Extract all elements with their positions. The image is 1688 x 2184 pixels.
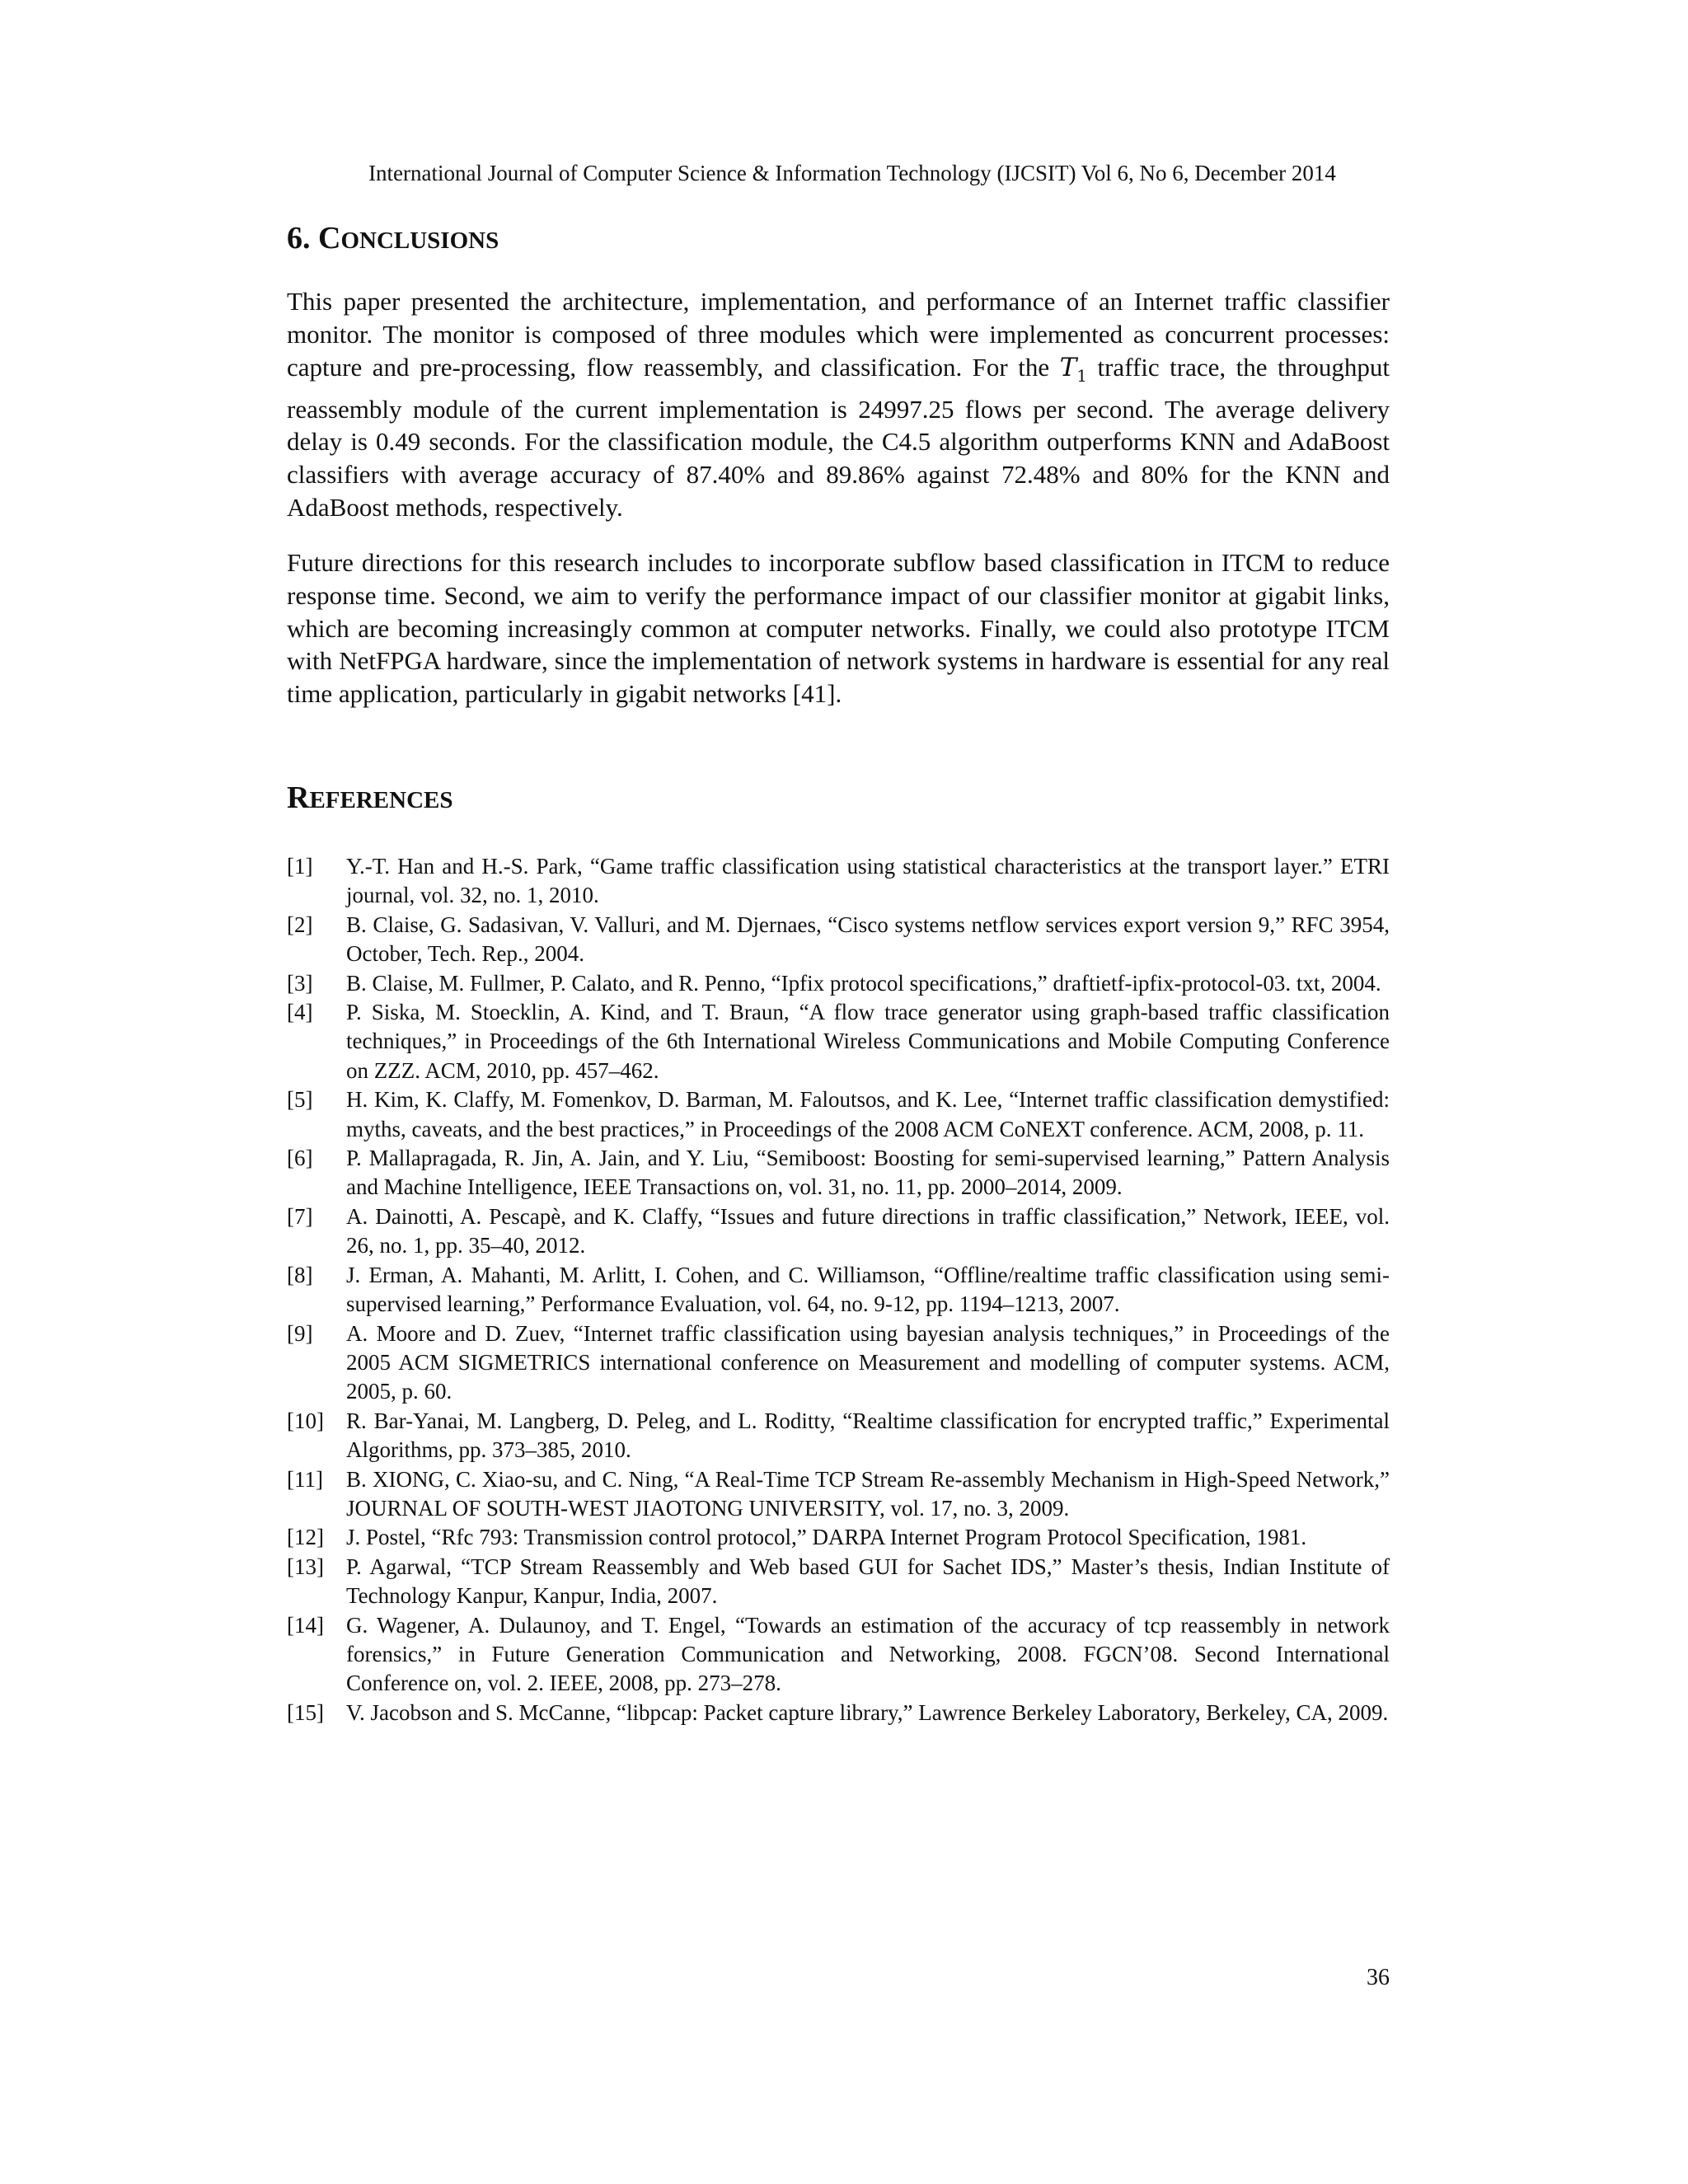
- reference-number: [14]: [287, 1612, 324, 1638]
- reference-text: G. Wagener, A. Dulaunoy, and T. Engel, “Towards an estimation of the accuracy of tcp reassembly in network forensics,” in Future Generation Communication and Networking, 2008. FGCN’08. Second International Conference on, vol. 2. IEEE, 2008, pp. 273–278.: [346, 1612, 1390, 1696]
- reference-item: [287, 1261, 1390, 1319]
- reference-item: [287, 1553, 1390, 1611]
- reference-item: [287, 1407, 1390, 1465]
- reference-number: [5]: [287, 1087, 313, 1113]
- reference-text: A. Dainotti, A. Pescapè, and K. Claffy, “Issues and future directions in traffic classification,” Network, IEEE, vol. 26, no. 1, pp. 35–40, 2012.: [346, 1203, 1390, 1258]
- reference-number: [6]: [287, 1146, 313, 1171]
- reference-text: P. Agarwal, “TCP Stream Reassembly and Web based GUI for Sachet IDS,” Master’s thesis, Indian Institute of Technology Kanpur, Kanpur, India, 2007.: [346, 1554, 1390, 1609]
- reference-item: [287, 1144, 1390, 1202]
- reference-item: [287, 1523, 1390, 1552]
- reference-text: V. Jacobson and S. McCanne, “libpcap: Packet capture library,” Lawrence Berkeley Laboratory, Berkeley, CA, 2009.: [346, 1699, 1389, 1725]
- reference-text: P. Mallapragada, R. Jin, A. Jain, and Y. Liu, “Semiboost: Boosting for semi-supervised learning,” Pattern Analysis and Machine Intelligence, IEEE Transactions on, vol. 31, no. 11, pp. 2000–2014, 2009.: [346, 1146, 1390, 1200]
- reference-number: [7]: [287, 1203, 313, 1229]
- reference-number: [2]: [287, 912, 313, 937]
- reference-item: [287, 1699, 1390, 1727]
- section-title-rest: EFERENCES: [309, 787, 453, 813]
- running-header: International Journal of Computer Science & Information Technology (IJCSIT) Vol 6, No 6, December 2014: [368, 161, 1336, 185]
- conclusions-heading: [287, 219, 499, 260]
- reference-item: [287, 1202, 1390, 1261]
- reference-text: B. XIONG, C. Xiao-su, and C. Ning, “A Real-Time TCP Stream Re-assembly Mechanism in High-Speed Network,” JOURNAL OF SOUTH-WEST JIAOTONG UNIVERSITY, vol. 17, no. 3, 2009.: [346, 1466, 1390, 1521]
- reference-number: [3]: [287, 970, 313, 996]
- section-number: 6.: [287, 221, 311, 255]
- reference-text: H. Kim, K. Claffy, M. Fomenkov, D. Barman, M. Faloutsos, and K. Lee, “Internet traffic classification demystified: myths, caveats, and the best practices,” in Proceedings of the 2008 ACM CoNEXT conference. ACM, 2008, p. 11.: [346, 1087, 1390, 1141]
- references-heading: [287, 779, 453, 819]
- reference-item: [287, 1085, 1390, 1144]
- reference-item: [287, 852, 1390, 911]
- section-title-rest: ONCLUSIONS: [340, 227, 499, 254]
- reference-item: [287, 998, 1390, 1085]
- conclusions-paragraph-1: This paper presented the architecture, implementation, and performance of an Internet traffic classifier monitor. The monitor is composed of three modules which were implemented as concurrent processes: capture and pre-processing, flow reassembly, and classification. For the $T_1$ traffic trace, the throughput reassembly module of the current implementation is 24997.25 flows per second. The average delivery delay is 0.49 seconds. For the classification module, the C4.5 algorithm outperforms KNN and AdaBoost classifiers with average accuracy of 87.40% and 89.86% against 72.48% and 80% for the KNN and AdaBoost methods, respectively.: [287, 287, 1390, 522]
- reference-list: [287, 852, 1390, 1727]
- reference-item: [287, 1611, 1390, 1699]
- reference-item: [287, 1465, 1390, 1524]
- reference-number: [4]: [287, 1000, 313, 1025]
- reference-text: Y.-T. Han and H.-S. Park, “Game traffic classification using statistical characteristics at the transport layer.” ETRI journal, vol. 32, no. 1, 2010.: [346, 854, 1390, 908]
- reference-item: [287, 911, 1390, 969]
- reference-text: P. Siska, M. Stoecklin, A. Kind, and T. Braun, “A flow trace generator using graph-based traffic classification techniques,” in Proceedings of the 6th International Wireless Communications and Mobile Computing Conference on ZZZ. ACM, 2010, pp. 457–462.: [346, 1000, 1390, 1083]
- section-title-initial: R: [287, 780, 310, 815]
- page-number: 36: [1367, 1965, 1390, 1990]
- section-title-initial: C: [318, 221, 341, 255]
- reference-text: J. Erman, A. Mahanti, M. Arlitt, I. Cohen, and C. Williamson, “Offline/realtime traffic classification using semi-supervised learning,” Performance Evaluation, vol. 64, no. 9-12, pp. 1194–1213, 2007.: [346, 1262, 1390, 1317]
- reference-text: J. Postel, “Rfc 793: Transmission control protocol,” DARPA Internet Program Protocol Specification, 1981.: [346, 1525, 1307, 1550]
- reference-number: [8]: [287, 1262, 313, 1287]
- reference-text: B. Claise, M. Fullmer, P. Calato, and R. Penno, “Ipfix protocol specifications,” draftietf-ipfix-protocol-03. txt, 2004.: [346, 970, 1381, 996]
- reference-number: [11]: [287, 1466, 323, 1492]
- reference-number: [9]: [287, 1320, 313, 1346]
- math-symbol: $T_1$: [1059, 352, 1088, 386]
- reference-number: [10]: [287, 1408, 324, 1433]
- reference-item: [287, 1319, 1390, 1407]
- reference-number: [12]: [287, 1525, 324, 1550]
- reference-number: [15]: [287, 1699, 324, 1725]
- reference-text: A. Moore and D. Zuev, “Internet traffic classification using bayesian analysis techniques,” in Proceedings of the 2005 ACM SIGMETRICS international conference on Measurement and modelling of computer systems. ACM, 2005, p. 60.: [346, 1320, 1390, 1404]
- reference-item: [287, 969, 1390, 998]
- reference-number: [1]: [287, 854, 313, 879]
- reference-number: [13]: [287, 1554, 324, 1579]
- conclusions-paragraph-2: Future directions for this research includes to incorporate subflow based classification in ITCM to reduce response time. Second, we aim to verify the performance impact of our classifier monitor at gigabit links, which are becoming increasingly common at computer networks. Finally, we could also prototype ITCM with NetFPGA hardware, since the implementation of network systems in hardware is essential for any real time application, particularly in gigabit networks [41].: [287, 548, 1390, 709]
- reference-text: R. Bar-Yanai, M. Langberg, D. Peleg, and L. Roditty, “Realtime classification for encrypted traffic,” Experimental Algorithms, pp. 373–385, 2010.: [346, 1408, 1390, 1463]
- reference-text: B. Claise, G. Sadasivan, V. Valluri, and M. Djernaes, “Cisco systems netflow services export version 9,” RFC 3954, October, Tech. Rep., 2004.: [346, 912, 1390, 967]
